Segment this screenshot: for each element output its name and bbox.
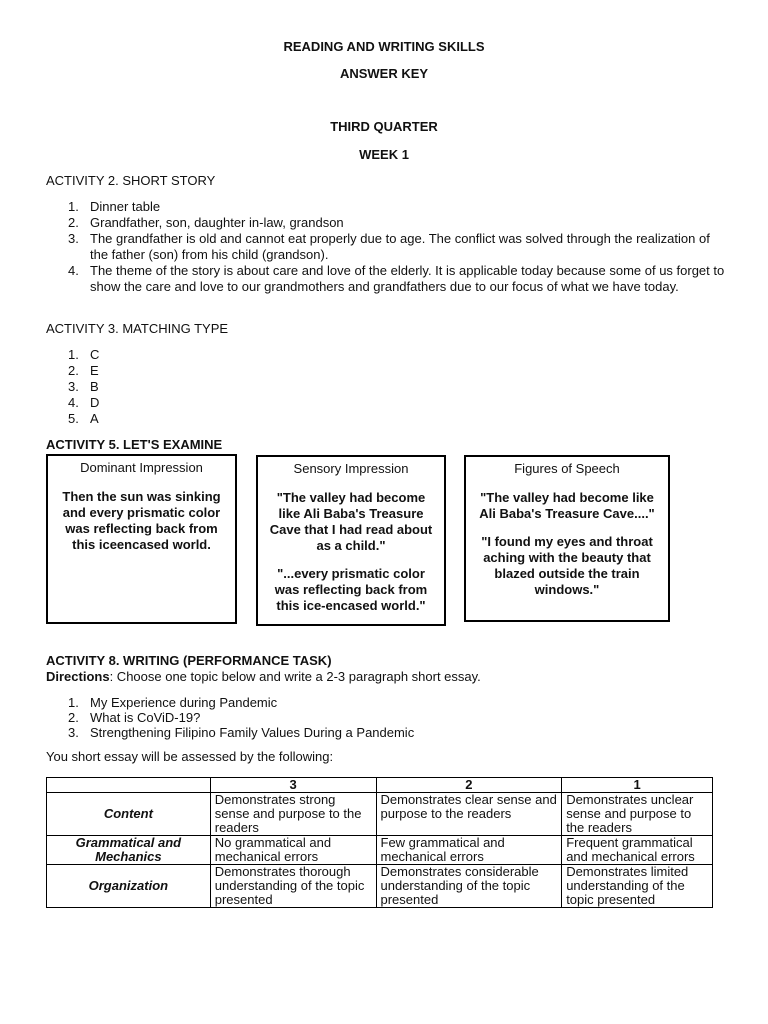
list-text: E <box>90 363 99 378</box>
table-row <box>47 836 713 865</box>
assessment-note: You short essay will be assessed by the following: <box>46 749 334 764</box>
figures-of-speech-box <box>464 455 670 622</box>
table-cell: Demonstrates considerable understanding of the topic presented <box>376 865 562 908</box>
table-row <box>47 793 713 836</box>
list-item <box>46 710 646 725</box>
week-label: WEEK 1 <box>359 147 409 162</box>
list-text: What is CoViD-19? <box>90 710 201 725</box>
box-heading: Dominant Impression <box>80 460 203 475</box>
list-number: 1. <box>68 199 79 214</box>
list-text: Grandfather, son, daughter in-law, grandson <box>90 215 344 230</box>
rubric-table <box>46 777 713 908</box>
topics-list <box>46 695 646 740</box>
list-number: 4. <box>68 395 79 410</box>
dominant-impression-box <box>46 454 237 624</box>
table-cell: Demonstrates clear sense and purpose to the readers <box>376 793 562 836</box>
table-cell: Frequent grammatical and mechanical errors <box>562 836 713 865</box>
list-number: 3. <box>68 379 79 394</box>
table-header-cell: 1 <box>562 778 713 793</box>
activity2-list <box>46 199 726 295</box>
list-item <box>46 395 346 411</box>
quarter-label: THIRD QUARTER <box>330 119 438 134</box>
table-cell: Demonstrates unclear sense and purpose to the readers <box>562 793 713 836</box>
list-text: The theme of the story is about care and love of the elderly. It is applicable today because some of us forget to show the care and love to our grandmothers and grandfathers due to our focus of what we have today. <box>90 263 725 294</box>
directions-label: Directions <box>46 669 110 684</box>
criterion-cell: Organization <box>47 865 211 908</box>
list-number: 1. <box>68 695 79 710</box>
criterion-cell: Grammatical and Mechanics <box>47 836 211 865</box>
list-item <box>46 199 726 215</box>
activity2-title: ACTIVITY 2. SHORT STORY <box>46 173 216 188</box>
list-number: 5. <box>68 411 79 426</box>
doc-title: READING AND WRITING SKILLS <box>283 39 485 54</box>
table-row <box>47 865 713 908</box>
list-text: Dinner table <box>90 199 161 214</box>
list-item <box>46 725 646 740</box>
activity8-title: ACTIVITY 8. WRITING (PERFORMANCE TASK) <box>46 653 332 668</box>
table-cell: Demonstrates strong sense and purpose to the readers <box>210 793 376 836</box>
list-item <box>46 379 346 395</box>
list-item <box>46 695 646 710</box>
activity3-list <box>46 347 346 427</box>
list-text: My Experience during Pandemic <box>90 695 278 710</box>
list-number: 2. <box>68 363 79 378</box>
activity5-title: ACTIVITY 5. LET'S EXAMINE <box>46 437 223 452</box>
list-number: 3. <box>68 725 79 740</box>
list-text: The grandfather is old and cannot eat properly due to age. The conflict was solved through the realization of the father (son) from his child (grandson). <box>90 231 710 262</box>
table-cell: Demonstrates thorough understanding of the topic presented <box>210 865 376 908</box>
list-number: 2. <box>68 710 79 725</box>
box-quote: "The valley had become like Ali Baba's Treasure Cave that I had read about as a child." <box>269 490 433 553</box>
list-item <box>46 411 346 427</box>
list-text: D <box>90 395 100 410</box>
box-quote: "The valley had become like Ali Baba's Treasure Cave...." <box>479 490 655 521</box>
list-number: 2. <box>68 215 79 230</box>
list-number: 3. <box>68 231 79 246</box>
list-number: 4. <box>68 263 79 278</box>
list-text: B <box>90 379 99 394</box>
list-number: 1. <box>68 347 79 362</box>
sensory-impression-box <box>256 455 446 626</box>
directions-text: : Choose one topic below and write a 2-3 paragraph short essay. <box>109 669 481 684</box>
box-quote: "I found my eyes and throat aching with the beauty that blazed outside the train windows." <box>481 534 653 597</box>
list-text: C <box>90 347 100 362</box>
list-item <box>46 363 346 379</box>
table-header-row <box>47 778 713 793</box>
table-cell: Demonstrates limited understanding of the topic presented <box>562 865 713 908</box>
box-heading: Sensory Impression <box>293 461 409 476</box>
list-text: A <box>90 411 99 426</box>
list-text: Strengthening Filipino Family Values During a Pandemic <box>90 725 415 740</box>
table-cell: Few grammatical and mechanical errors <box>376 836 562 865</box>
box-quote: Then the sun was sinking and every prismatic color was reflecting back from this iceencased world. <box>62 489 221 552</box>
table-header-cell: 3 <box>210 778 376 793</box>
box-quote: "...every prismatic color was reflecting back from this ice-encased world." <box>274 566 428 613</box>
table-header-cell <box>47 778 211 793</box>
list-item <box>46 263 726 295</box>
table-header-cell: 2 <box>376 778 562 793</box>
table-cell: No grammatical and mechanical errors <box>210 836 376 865</box>
list-item <box>46 347 346 363</box>
box-heading: Figures of Speech <box>514 461 620 476</box>
criterion-cell: Content <box>47 793 211 836</box>
directions-line <box>46 669 481 684</box>
list-item <box>46 231 726 263</box>
activity3-title: ACTIVITY 3. MATCHING TYPE <box>46 321 229 336</box>
doc-subtitle: ANSWER KEY <box>339 66 429 81</box>
list-item <box>46 215 726 231</box>
